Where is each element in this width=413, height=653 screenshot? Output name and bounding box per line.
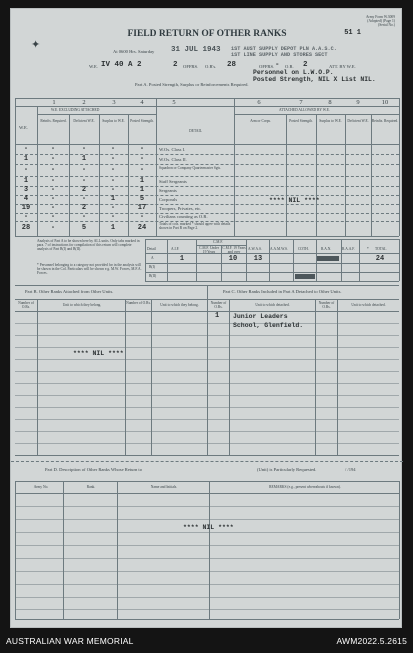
serial-no-label: (Serial No.) xyxy=(378,23,395,27)
row-total-reinfts: - xyxy=(50,224,56,232)
row-wos2-posted: - xyxy=(139,155,145,163)
or2-label: O.R. xyxy=(285,64,294,69)
row-sgt-we: 3 xyxy=(23,186,29,194)
row-tpr-surplus: - xyxy=(110,204,116,212)
analysis-header-cmf-19over: C.M.F. 19 Years and over xyxy=(222,246,246,254)
form-page xyxy=(10,8,402,628)
row-civ-reinfts: - xyxy=(50,213,56,221)
part-d-header-army-no: Army No. xyxy=(33,485,49,489)
row-wos1-surplus: - xyxy=(110,145,116,153)
analysis-a-total: 24 xyxy=(375,255,385,263)
row-cqms-surplus: - xyxy=(110,166,116,174)
army-form-label xyxy=(366,15,395,27)
analysis-note: Analysis of Part A to be shown here by ALL units. Only tabs marked in para. 7 of instructions for compilation of this return will complete analysis of Part B(I) and B(II). xyxy=(37,239,140,251)
serial-numbers: 51 1 xyxy=(344,29,361,37)
part-d-title: Part D. Description of Other Ranks Whose Return to xyxy=(45,467,143,472)
unit-stamp-line1: 1ST AUST SUPPLY DEPOT PLN A.A.S.C. xyxy=(231,46,337,52)
analysis-header-coth: COTH. xyxy=(298,247,309,251)
row-tpr-we: 19 xyxy=(21,204,31,212)
row-cpl-we: 4 xyxy=(23,195,29,203)
unit-stamp xyxy=(231,46,337,58)
col-number-4: 4 xyxy=(140,99,144,106)
we-column-label: W.E. xyxy=(19,125,29,130)
row-cqms-we: - xyxy=(23,166,29,174)
part-c-header-unit-2: Unit to which detached. xyxy=(351,303,386,307)
redaction-mark-2 xyxy=(295,274,315,279)
row-wos2-deficient: 1 xyxy=(81,155,87,163)
header-posted-right: Posted Strength. xyxy=(289,119,313,123)
part-b-header-unit: Unit to which they belong. xyxy=(62,303,102,307)
col-number-9: 9 xyxy=(356,99,360,106)
analysis-row-b1-label: B(I) xyxy=(149,265,155,269)
form-title: FIELD RETURN OF OTHER RANKS xyxy=(127,29,287,39)
part-c-title: Part C. Other Ranks Included in Part A Detached to Other Units. xyxy=(223,289,342,294)
row-cpl-surplus: 1 xyxy=(110,195,116,203)
row-sgt-detail: Sergeants xyxy=(159,188,177,193)
row-civ-surplus: - xyxy=(110,213,116,221)
row-wos2-reinfts: - xyxy=(50,155,56,163)
col-number-7: 7 xyxy=(299,99,303,106)
part-c-entry-unit: Junior Leaders School, Glenfield. xyxy=(233,313,304,329)
offrs-value: 2 xyxy=(173,61,178,69)
analysis-header-aamws: A.A.M.W.S. xyxy=(270,247,288,251)
row-total-posted: 24 xyxy=(137,224,147,232)
col-number-2: 2 xyxy=(82,99,86,106)
adopted-label: (Adopted) (Page 1) xyxy=(367,19,395,23)
analysis-header-ran: R.A.N. xyxy=(321,247,332,251)
row-wos2-surplus: - xyxy=(110,155,116,163)
row-cqms-posted: - xyxy=(139,166,145,174)
row-tpr-reinfts: - xyxy=(50,204,56,212)
part-d-header-remarks: REMARKS (e.g., present whereabouts if known). xyxy=(269,485,341,489)
row-total-we: 28 xyxy=(21,224,31,232)
header-surplus: Surplus to W.E. xyxy=(102,119,125,123)
header-surplus-right: Surplus to W.E. xyxy=(319,119,342,123)
star-mark: ✦ xyxy=(31,39,41,51)
posted-line: Posted Strength, NIL X List NIL. xyxy=(253,76,376,83)
personnel-line: Personnel on L.W.O.P. xyxy=(253,69,334,76)
row-tpr-detail: Troopers, Privates, etc. xyxy=(159,206,202,211)
we-label: W.E. xyxy=(89,64,99,69)
offrs-label: OFFRS. xyxy=(183,64,199,69)
ors-label: O.R's. xyxy=(205,64,217,69)
row-cqms-detail: Squadron or Company Quartermaster Sgts. xyxy=(159,166,221,170)
row-ssgt-reinfts: - xyxy=(50,177,56,185)
group-label-right: ATTACHED ALLOWED BY W.E. xyxy=(279,108,330,112)
part-d-date: / /194 xyxy=(345,467,356,472)
row-cqms-deficient: - xyxy=(81,166,87,174)
part-b-header-unit-2: Unit to which they belong. xyxy=(160,303,199,307)
part-d-title-tail: (Unit) is Particularly Requested. xyxy=(257,467,317,472)
header-reinfts: Reinfts. Required. xyxy=(40,119,67,123)
row-civ-posted: - xyxy=(139,213,145,221)
offrs2-value: - xyxy=(275,61,280,69)
row-wos1-posted: - xyxy=(139,145,145,153)
col-number-6: 6 xyxy=(257,99,261,106)
analysis-note-2: * Personnel belonging to a category not provided for in the analysis will be shown in the Col. Particulars will be shown e.g. M.W. Forces, M.F.A. Forces. xyxy=(37,263,142,275)
row-tpr-deficient: 2 xyxy=(81,204,87,212)
row-ssgt-we: 1 xyxy=(23,177,29,185)
group-label-left: W.E. EXCLUDING ATTACHED xyxy=(51,108,100,112)
header-posted: Posted Strength. xyxy=(130,119,154,123)
row-wos1-detail: W.Os. Class I. xyxy=(159,147,186,152)
analysis-header-cmf: C.M.F. xyxy=(213,240,223,244)
or2-value: 2 xyxy=(303,61,308,69)
row-civ-we: - xyxy=(23,213,29,221)
attached-nil: **** NIL **** xyxy=(269,197,320,204)
row-cqms-reinfts: - xyxy=(50,166,56,174)
row-civ-deficient: - xyxy=(81,213,87,221)
analysis-row-a-label: A xyxy=(151,256,154,260)
analysis-header-cmf-under19: C.M.F. Under 19 Years xyxy=(199,246,219,254)
part-c-entry-number: 1 xyxy=(215,312,220,320)
analysis-header-star: * xyxy=(367,247,369,251)
part-d-nil: **** NIL **** xyxy=(183,524,234,531)
col-number-10: 10 xyxy=(381,99,389,106)
header-deficient-right: Deficient W.E. xyxy=(347,119,369,123)
we-value: IV 40 A 2 xyxy=(101,61,142,69)
row-ssgt-detail: Staff Sergeants xyxy=(159,179,187,184)
ors-value: 28 xyxy=(227,61,237,69)
date-stamp: 31 JUL 1943 xyxy=(171,46,221,54)
row-ssgt-surplus: - xyxy=(110,177,116,185)
col-number-3: 3 xyxy=(112,99,116,106)
row-tpr-posted: 17 xyxy=(137,204,147,212)
part-c-header-unit: Unit to which detached. xyxy=(255,303,290,307)
part-b-nil: **** NIL **** xyxy=(73,350,124,357)
footer-accession-number: AWM2022.5.2615 xyxy=(336,636,407,646)
att-label: ATT. BY W.E. xyxy=(329,64,356,69)
row-cpl-deficient: - xyxy=(81,195,87,203)
part-b-title: Part B. Other Ranks Attached from Other Units. xyxy=(25,289,114,294)
part-c-header-number: Number of O.Rs. xyxy=(210,301,227,309)
analysis-a-awas: 13 xyxy=(253,255,263,263)
unit-stamp-line2: 1ST LINE SUPPLY AND STORES SECT xyxy=(231,52,328,58)
row-sgt-surplus: - xyxy=(110,186,116,194)
row-wos1-reinfts: - xyxy=(50,145,56,153)
row-cpl-posted: 5 xyxy=(139,195,145,203)
analysis-header-aif: A.I.F. xyxy=(171,247,180,251)
footer-institution: AUSTRALIAN WAR MEMORIAL xyxy=(6,636,134,646)
row-ssgt-posted: 1 xyxy=(139,177,145,185)
row-wos2-detail: W.Os. Class II. xyxy=(159,157,187,162)
part-b-header-number-2: Number of O.Rs. xyxy=(126,301,151,305)
row-total-surplus: 1 xyxy=(110,224,116,232)
offrs2-label: OFFRS. xyxy=(259,64,275,69)
row-wos1-deficient: - xyxy=(81,145,87,153)
redaction-mark xyxy=(317,256,339,261)
analysis-row-b2-label: B(II) xyxy=(149,274,157,278)
analysis-a-cmf19over: 10 xyxy=(228,255,238,263)
row-sgt-posted: 1 xyxy=(139,186,145,194)
army-form-number: Army Form W.3009 xyxy=(365,15,395,19)
row-total-detail: Totals of cols. marked * should agree with details shown in Part B on Page 2. xyxy=(159,222,231,230)
col-number-8: 8 xyxy=(328,99,332,106)
col-number-1: 1 xyxy=(52,99,56,106)
part-d-header-name: Name and Initials. xyxy=(150,485,178,489)
part-b-header-number: Number of O.Rs. xyxy=(18,301,34,309)
header-deficient: Deficient W.E. xyxy=(73,119,95,123)
part-d-header-rank: Rank. xyxy=(86,485,96,489)
row-cpl-reinfts: - xyxy=(50,195,56,203)
col-number-5: 5 xyxy=(172,99,176,106)
analysis-header-detail: Detail xyxy=(147,247,156,251)
analysis-header-total: TOTAL xyxy=(375,247,387,251)
at-hrs-label: At 0600 Hrs. Saturday xyxy=(113,49,155,54)
analysis-header-awas: A.W.A.S. xyxy=(248,247,262,251)
part-c-header-number-2: Number of O.Rs. xyxy=(318,301,335,309)
row-ssgt-deficient: - xyxy=(81,177,87,185)
row-sgt-reinfts: - xyxy=(50,186,56,194)
row-cpl-detail: Corporals xyxy=(159,197,178,202)
row-wos1-we: - xyxy=(23,145,29,153)
row-sgt-deficient: 2 xyxy=(81,186,87,194)
row-wos2-we: 1 xyxy=(23,155,29,163)
header-detail: DETAIL xyxy=(189,129,202,133)
part-a-title: Part A. Posted Strength, Surplus or Reinforcements Required. xyxy=(135,82,249,87)
header-arm-corps: Arm or Corps. xyxy=(250,119,271,123)
analysis-header-raaf: R.A.A.F. xyxy=(342,247,355,251)
row-civ-detail: Civilians counting as O.R. xyxy=(159,214,208,219)
row-total-deficient: 5 xyxy=(81,224,87,232)
header-reinfts-right: Reinfts. Required. xyxy=(371,119,399,123)
analysis-a-aif: 1 xyxy=(179,255,185,263)
